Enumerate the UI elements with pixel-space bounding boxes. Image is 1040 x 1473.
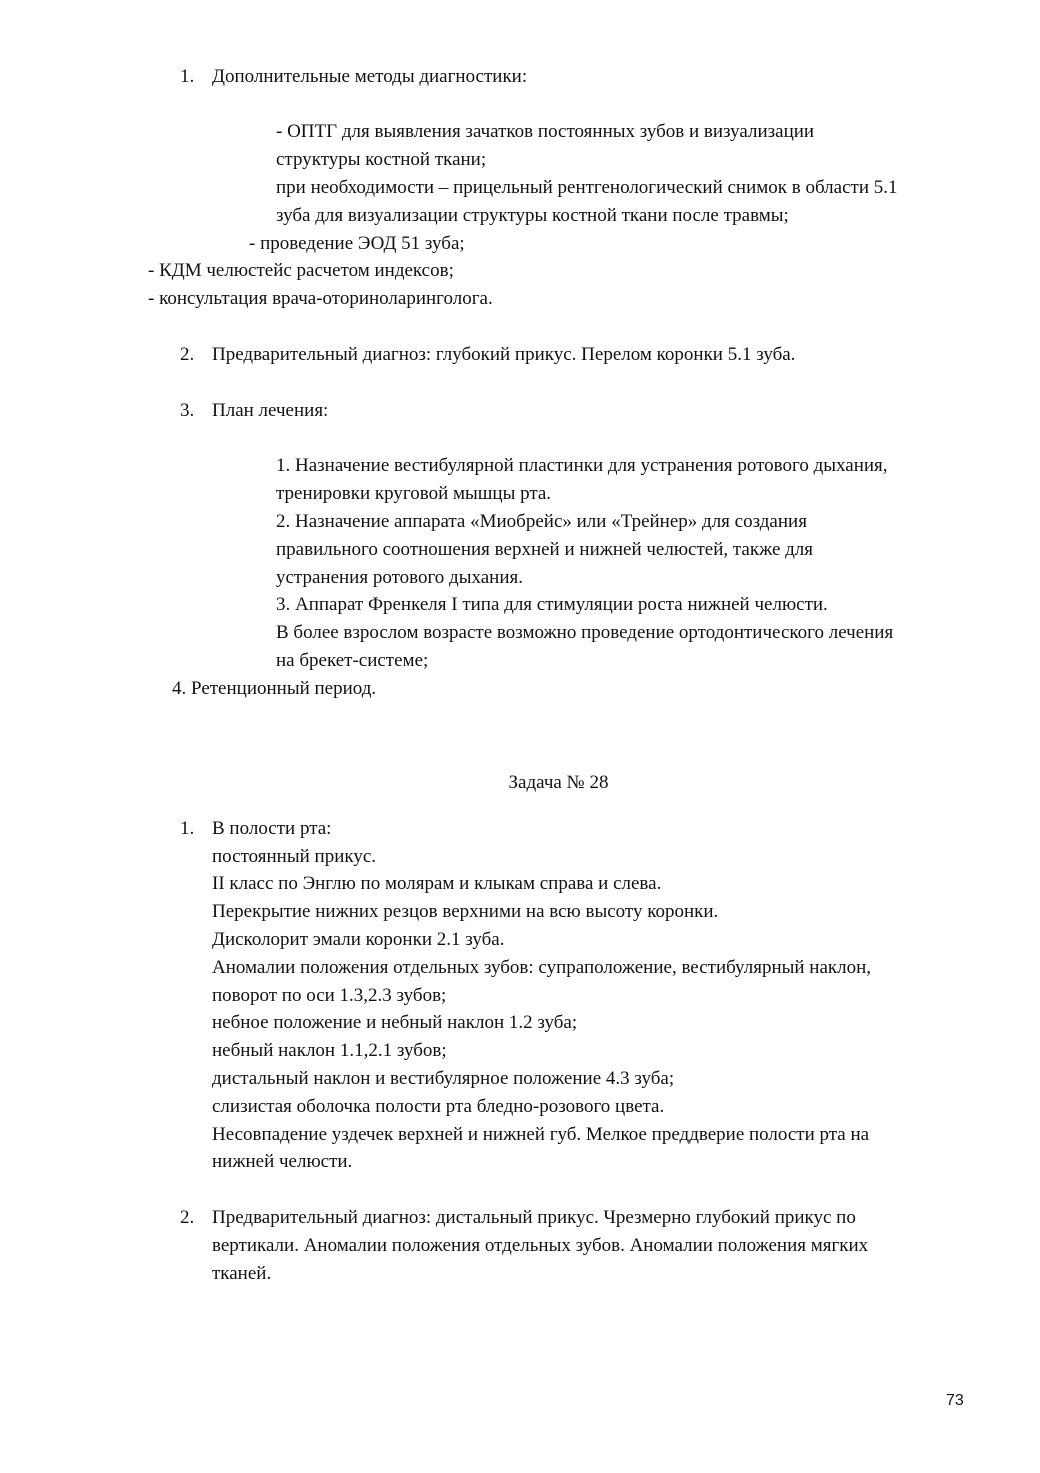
text-line: постоянный прикус.: [212, 846, 377, 867]
text-line: тренировки круговой мышцы рта.: [276, 483, 552, 504]
list-number: 1.: [180, 66, 195, 87]
text-line: - проведение ЭОД 51 зуба;: [249, 233, 465, 254]
text-line: тканей.: [212, 1263, 272, 1284]
text-line: слизистая оболочка полости рта бледно-розового цвета.: [212, 1096, 665, 1117]
text-line: Несовпадение уздечек верхней и нижней губ. Мелкое преддверие полости рта на: [212, 1124, 870, 1145]
text-line: - ОПТГ для выявления зачатков постоянных зубов и визуализации: [276, 121, 815, 142]
text-line: Перекрытие нижних резцов верхними на всю высоту коронки.: [212, 901, 719, 922]
text-line: - консультация врача-оториноларинголога.: [148, 288, 493, 309]
text-line: при необходимости – прицельный рентгенологический снимок в области 5.1: [276, 177, 898, 198]
text-line: - КДМ челюстейс расчетом индексов;: [148, 260, 454, 281]
list-number: 2.: [180, 344, 195, 365]
text-line: Аномалии положения отдельных зубов: супраположение, вестибулярный наклон,: [212, 957, 872, 978]
text-line: 1. Назначение вестибулярной пластинки для устранения ротового дыхания,: [276, 455, 888, 476]
text-line: Предварительный диагноз: дистальный прикус. Чрезмерно глубокий прикус по: [212, 1207, 856, 1228]
text-line: небный наклон 1.1,2.1 зубов;: [212, 1040, 447, 1061]
text-line: структуры костной ткани;: [276, 149, 487, 170]
item-title: Дополнительные методы диагностики:: [212, 66, 528, 87]
text-line: нижней челюсти.: [212, 1151, 353, 1172]
page-number: 73: [946, 1392, 964, 1409]
item-title: План лечения:: [212, 400, 329, 421]
text-line: 2. Назначение аппарата «Миобрейс» или «Трейнер» для создания: [276, 511, 807, 532]
list-number: 2.: [180, 1207, 195, 1228]
list-number: 1.: [180, 818, 195, 839]
diagnosis-text: Предварительный диагноз: глубокий прикус. Перелом коронки 5.1 зуба.: [212, 344, 796, 365]
text-line: II класс по Энглю по молярам и клыкам справа и слева.: [212, 873, 662, 894]
text-line: небное положение и небный наклон 1.2 зуба;: [212, 1012, 578, 1033]
text-line: правильного соотношения верхней и нижней челюстей, также для: [276, 539, 814, 560]
item-title: В полости рта:: [212, 818, 332, 839]
text-line: зуба для визуализации структуры костной ткани после травмы;: [276, 205, 789, 226]
list-number: 3.: [180, 400, 195, 421]
text-line: устранения ротового дыхания.: [276, 567, 523, 588]
text-line: дистальный наклон и вестибулярное положение 4.3 зуба;: [212, 1068, 675, 1089]
text-line: на брекет-системе;: [276, 650, 429, 671]
text-line: В более взрослом возрасте возможно проведение ортодонтического лечения: [276, 622, 894, 643]
text-line: 3. Аппарат Френкеля I типа для стимуляции роста нижней челюсти.: [276, 594, 828, 615]
text-line: Дисколорит эмали коронки 2.1 зуба.: [212, 929, 505, 950]
text-line: поворот по оси 1.3,2.3 зубов;: [212, 985, 447, 1006]
task-heading: Задача № 28: [508, 772, 609, 793]
text-line: 4. Ретенционный период.: [172, 678, 377, 699]
text-line: вертикали. Аномалии положения отдельных зубов. Аномалии положения мягких: [212, 1235, 869, 1256]
